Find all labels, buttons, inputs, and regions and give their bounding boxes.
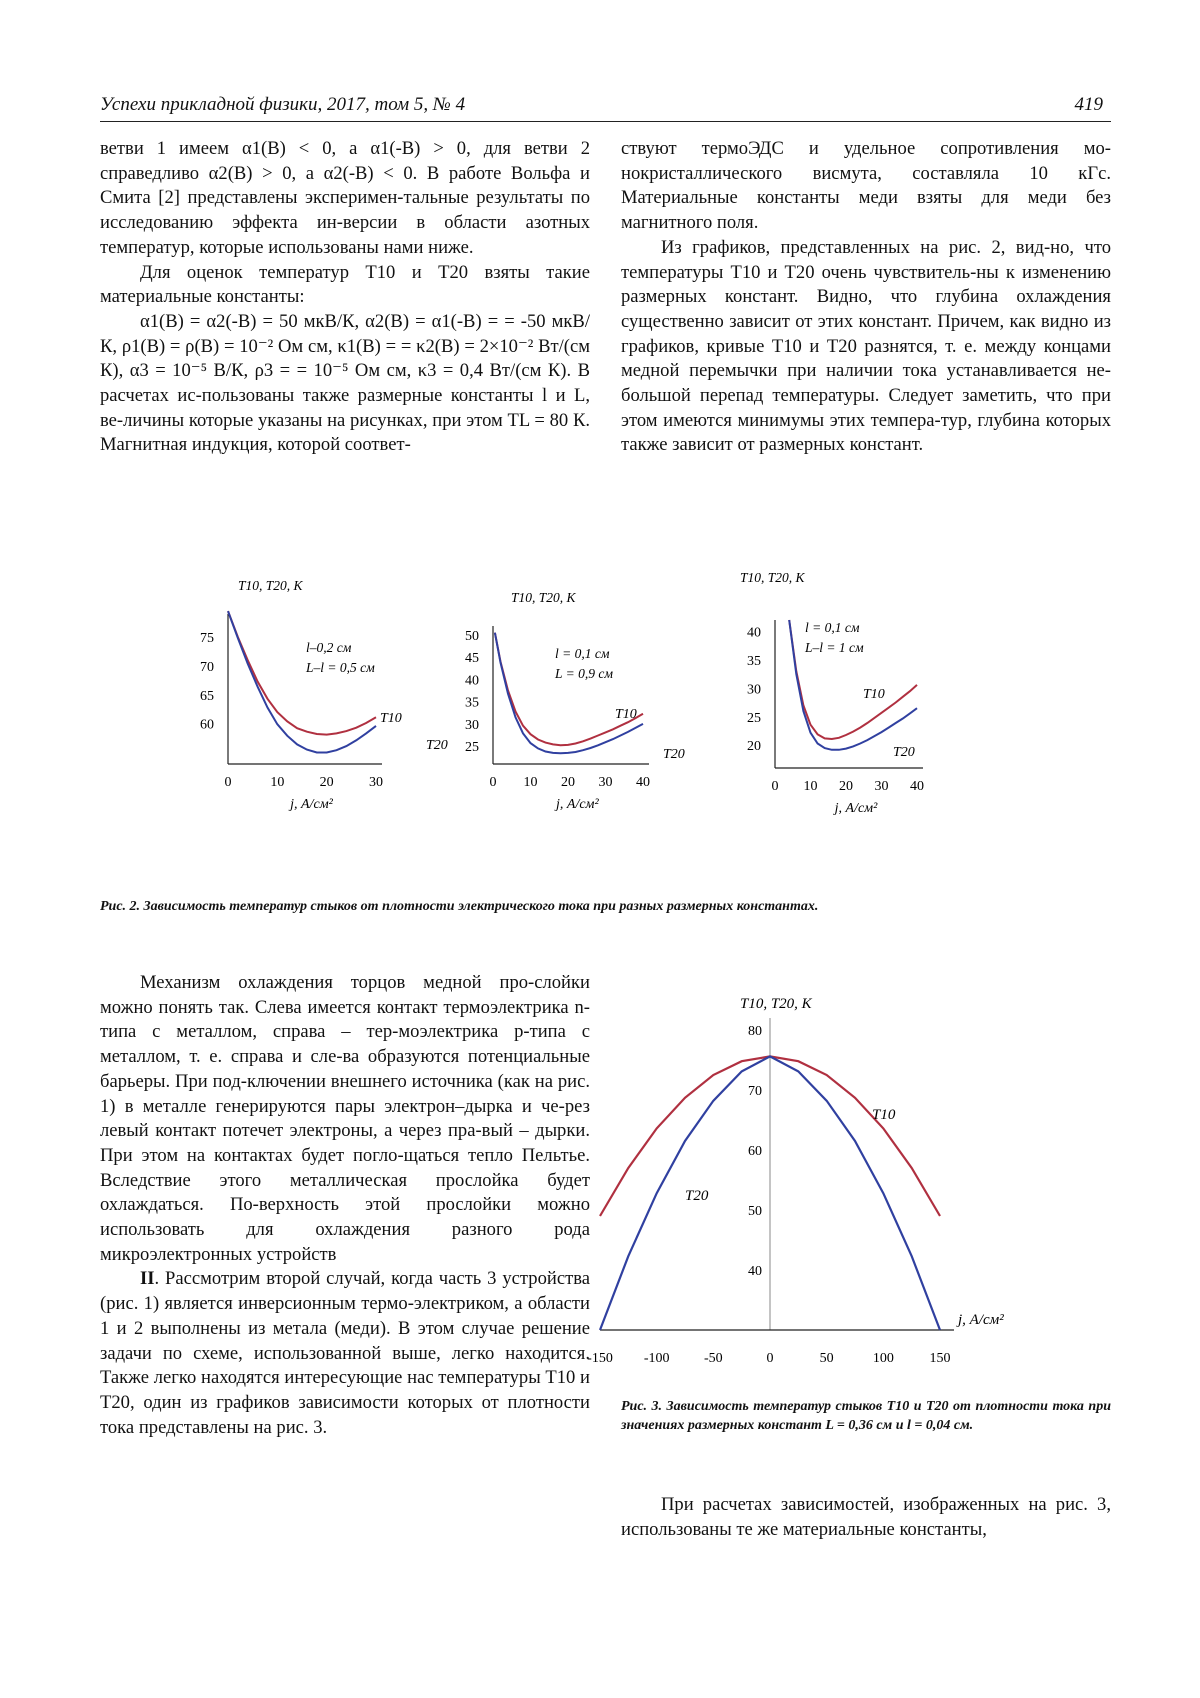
y-tick-label: 25	[465, 740, 479, 756]
figure-3-caption: Рис. 3. Зависимость температур стыков T10 и T20 от плотности тока при значениях размерных констант L = 0,36 см и l = 0,04 см.	[621, 1399, 1111, 1433]
paragraph: Механизм охлаждения торцов медной про-слойки можно понять так. Слева имеется контакт термоэлектрика n-типа с металлом, справа – тер-моэлектрика p-типа с металлом, т. е. справа и сле-ва образуются потенциальные барьеры. При под-ключении внешнего источника (как на рис. 1) в металле генерируются пары электрон–дырка и че-рез левый контакт потечет электроны, а через пра-вый – дырки. При этом на контактах будет погло-щаться тепло Пельтье. Вследствие этого металлическая прослойка будет охлаждаться. По-верхность этой прослойки можно использовать для охлаждения разного рода микроэлектронных устройств	[100, 972, 590, 1265]
y-tick-label: 40	[465, 673, 479, 689]
journal-title: Успехи прикладной физики, 2017, том 5, № 4	[100, 94, 466, 115]
y-tick-label: 35	[747, 653, 761, 669]
y-tick-label: 70	[748, 1084, 762, 1099]
x-tick-label: 10	[803, 779, 818, 794]
series-label-t20: T20	[893, 745, 915, 760]
x-tick-label: 0	[766, 1351, 774, 1366]
y-tick-label: 60	[748, 1144, 762, 1159]
y-tick-label: 45	[465, 651, 479, 667]
x-tick-label: 0	[224, 775, 232, 790]
chart-annotation: L–l = 0,5 см	[306, 660, 375, 675]
y-axis-label: T10, T20, К	[511, 590, 576, 605]
x-tick-label: 30	[874, 779, 889, 794]
series-label-t10: T10	[380, 711, 402, 726]
y-tick-label: 65	[200, 688, 214, 704]
y-tick-label: 60	[200, 717, 214, 733]
x-axis-label: j, А/см²	[958, 1312, 1004, 1328]
x-tick-label: 150	[929, 1351, 951, 1366]
page-number: 419	[1074, 94, 1103, 115]
figure-2-caption: Рис. 2. Зависимость температур стыков от плотности электрического тока при разных размерных константах.	[100, 899, 819, 914]
y-axis-label: T10, T20, К	[238, 578, 303, 593]
chart-annotation: L–l = 1 см	[805, 640, 864, 655]
x-axis-label: j, А/см²	[556, 797, 599, 812]
y-tick-label: 50	[748, 1204, 762, 1219]
x-tick-label: 0	[771, 779, 779, 794]
figure-3-chart	[587, 970, 1110, 1380]
plot-area	[465, 590, 685, 812]
column-right-top	[621, 137, 1111, 458]
x-tick-label: 20	[839, 779, 853, 794]
chart-annotation: L = 0,9 см	[555, 666, 613, 681]
x-tick-label: 30	[369, 775, 383, 790]
figure-2c-chart	[740, 570, 1020, 848]
plot-area	[200, 578, 448, 812]
x-tick-label: -50	[703, 1351, 723, 1366]
series-label-t20: T20	[685, 1188, 709, 1204]
series-label-t10: T10	[615, 707, 637, 722]
x-tick-label: 30	[598, 775, 613, 790]
chart-annotation: l = 0,1 см	[805, 620, 860, 635]
paragraph: При расчетах зависимостей, изображенных на рис. 3, использованы те же материальные константы,	[621, 1494, 1111, 1540]
x-tick-label: 50	[819, 1351, 834, 1366]
paragraph: ствуют термоЭДС и удельное сопротивления мо-нокристаллического висмута, составляла 10 кГс. Материальные константы меди взяты для меди без магнитного поля.	[621, 138, 1111, 234]
figure-2b-chart	[465, 590, 720, 846]
y-tick-label: 70	[200, 659, 214, 675]
x-tick-label: 40	[910, 779, 924, 794]
x-tick-label: 20	[319, 775, 334, 790]
column-left-bottom	[100, 971, 590, 1440]
x-axis-label: j, А/см²	[290, 797, 333, 812]
series-label-t10: T10	[863, 687, 885, 702]
y-axis-label: T10, T20, К	[740, 996, 812, 1012]
y-tick-label: 40	[747, 625, 761, 641]
paragraph: Из графиков, представленных на рис. 2, вид-но, что температуры T10 и T20 очень чувствитель-ны к изменению размерных констант. Видно, что глубина охлаждения существенно зависит от этих констант. Причем, как видно из графиков, кривые T10 и T20 разнятся, т. е. между концами медной перемычки при наличии тока устанавливается не-большой перепад температуры. Следует заметить, что при этом имеются минимумы этих темпера-тур, глубина которых также зависит от размерных констант.	[621, 236, 1111, 456]
y-tick-label: 75	[200, 631, 214, 647]
x-tick-label: 40	[636, 775, 650, 790]
series-line-t20	[228, 611, 376, 752]
x-tick-label: -150	[587, 1351, 613, 1366]
x-tick-label: 10	[523, 775, 538, 790]
y-tick-label: 30	[747, 682, 761, 698]
plot-area	[587, 996, 1004, 1366]
x-axis-label: j, А/см²	[834, 801, 878, 816]
x-tick-label: 10	[270, 775, 285, 790]
column-left-top	[100, 137, 590, 458]
plot-area	[740, 570, 924, 816]
x-tick-label: 20	[561, 775, 575, 790]
x-tick-label: 100	[872, 1351, 894, 1366]
y-tick-label: 50	[465, 628, 479, 644]
series-label-t10: T10	[872, 1107, 896, 1123]
series-label-t20: T20	[663, 747, 685, 762]
y-axis-label: T10, T20, К	[740, 570, 805, 585]
paragraph: α1(B) = α2(-B) = 50 мкВ/К, α2(B) = α1(-B) = = -50 мкВ/К, ρ1(B) = ρ(B) = 10⁻² Ом см, κ1(B) = = κ2(B) = 2×10⁻² Вт/(см К), α3 = 10⁻⁵ В/К, ρ3 = = 10⁻⁵ Ом см, κ3 = 0,4 Вт/(см К). В расчетах ис-пользованы также размерные константы l и L, ве-личины которые указаны на рисунках, при этом TL = 80 К. Магнитная индукция, которой соответ-	[100, 310, 590, 456]
running-header	[100, 91, 1111, 122]
chart-annotation: l–0,2 см	[306, 640, 352, 655]
column-right-bottom	[621, 1493, 1111, 1542]
paragraph-text: . Рассмотрим второй случай, когда часть 3 устройства (рис. 1) является инверсионным термо-электриком, а области 1 и 2 выполнены из метала (меди). В этом случае решение задачи по схеме, использованной выше, легко находится. Также легко находятся интересующие нас температуры T10 и T20, один из графиков зависимости которых от плотности тока представлены на рис. 3.	[100, 1268, 590, 1438]
y-tick-label: 20	[747, 739, 761, 755]
section-number: II	[140, 1268, 155, 1290]
y-tick-label: 30	[465, 717, 479, 733]
paragraph: ветви 1 имеем α1(B) < 0, а α1(-B) > 0, для ветви 2 справедливо α2(B) > 0, а α2(-B) < 0. В работе Вольфа и Смита [2] представлены эксперимен-тальные результаты по исследованию эффекта ин-версии в области азотных температур, которые использованы нами ниже.	[100, 138, 590, 258]
y-tick-label: 25	[747, 710, 761, 726]
chart-annotation: l = 0,1 см	[555, 646, 610, 661]
y-tick-label: 35	[465, 695, 479, 711]
series-label-t20: T20	[426, 738, 448, 753]
x-tick-label: 0	[489, 775, 497, 790]
y-tick-label: 80	[748, 1024, 762, 1039]
x-tick-label: -100	[643, 1351, 670, 1366]
y-tick-label: 40	[748, 1264, 762, 1279]
paragraph	[100, 1267, 590, 1440]
paragraph: Для оценок температур T10 и T20 взяты такие материальные константы:	[100, 261, 590, 308]
figure-2a-chart	[190, 578, 448, 848]
